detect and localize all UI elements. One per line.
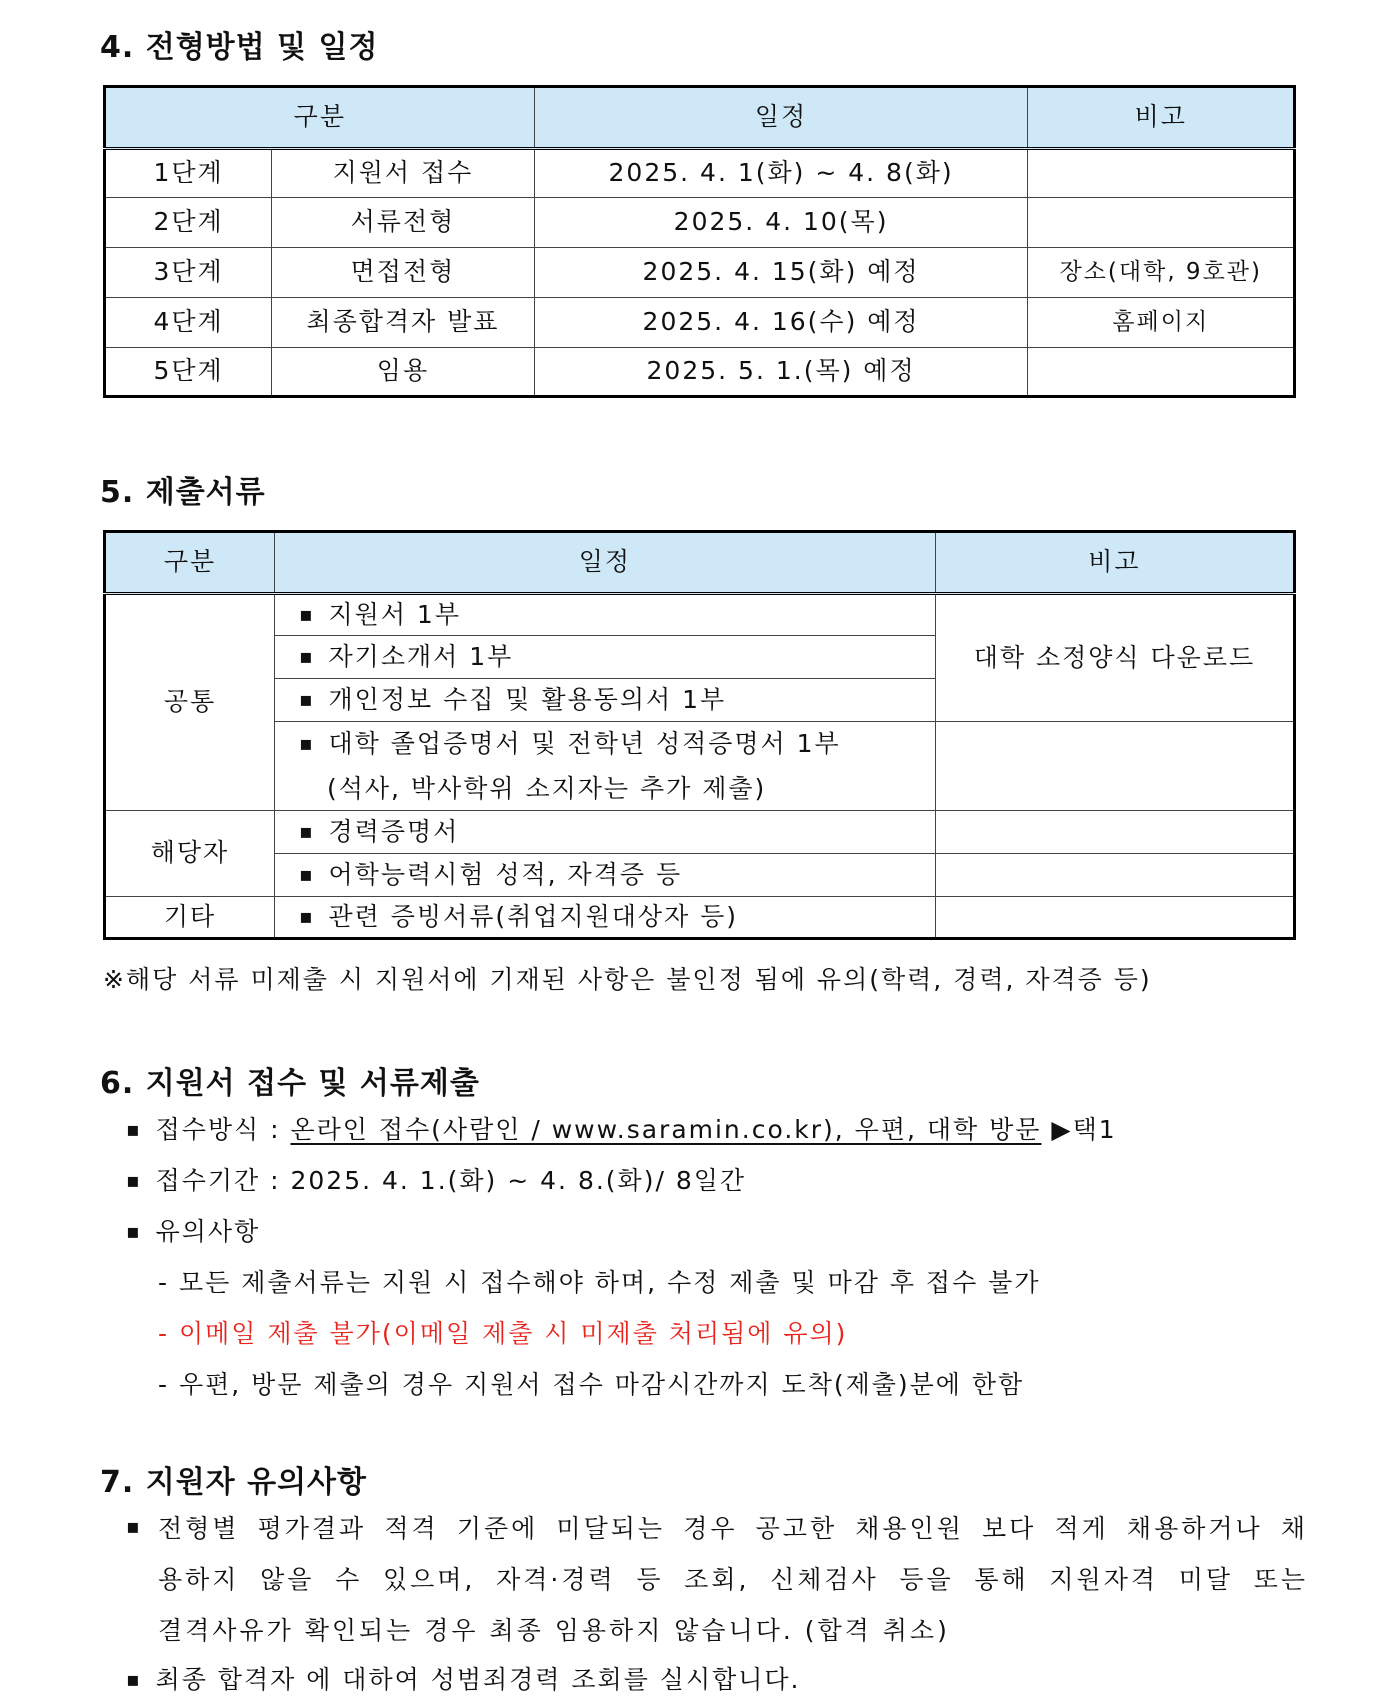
bullet-icon: ▪ [126, 1117, 142, 1141]
section5-title: 5. 제출서류 [100, 475, 266, 510]
caution-item-warning: - 이메일 제출 불가(이메일 제출 시 미제출 처리됨에 유의) [158, 1319, 848, 1348]
schedule-row [105, 198, 1295, 248]
caution-item: - 우편, 방문 제출의 경우 지원서 접수 마감시간까지 도착(제출)분에 한함 [158, 1370, 1025, 1399]
group-applicable: 해당자 [105, 811, 275, 897]
item-cell: 서류전형 [272, 198, 534, 248]
empty-note [935, 897, 1294, 939]
bullet-icon: ▪ [126, 1168, 142, 1192]
documents-header-date: 일정 [274, 532, 935, 594]
documents-header-category: 구분 [105, 532, 275, 594]
bullet-icon: ▪ [126, 1219, 142, 1243]
note-cell [1028, 149, 1295, 198]
bullet-icon: ▪ [126, 1514, 142, 1538]
method-label: 접수방식 : [155, 1115, 291, 1144]
section6-title: 6. 지원서 접수 및 서류제출 [100, 1066, 480, 1101]
doc-item: ▪ 경력증명서 [274, 811, 935, 854]
doc-item-multiline [274, 722, 935, 811]
documents-table [103, 530, 1296, 940]
method-value: 온라인 접수(사람인 / www.saramin.co.kr), 우편, 대학 방문 [290, 1115, 1042, 1144]
method-line [126, 1110, 1117, 1146]
schedule-header-category: 구분 [105, 87, 535, 149]
doc-item: ▪ 지원서 1부 [274, 594, 935, 636]
period-line [126, 1161, 746, 1197]
item-cell: 최종합격자 발표 [272, 298, 534, 348]
para1-line1: 전형별 평가결과 적격 기준에 미달되는 경우 공고한 채용인원 보다 적게 채용하거나 채 [158, 1514, 1308, 1543]
bullet-icon: ▪ [126, 1667, 142, 1691]
stage-cell: 3단계 [105, 248, 272, 298]
para1-line3: 결격사유가 확인되는 경우 최종 임용하지 않습니다. (합격 취소) [158, 1616, 950, 1645]
stage-cell: 1단계 [105, 149, 272, 198]
item-cell: 지원서 접수 [272, 149, 534, 198]
item-cell: 임용 [272, 348, 534, 397]
item-cell: 면접전형 [272, 248, 534, 298]
date-cell: 2025. 4. 15(화) 예정 [534, 248, 1028, 298]
date-cell: 2025. 4. 10(목) [534, 198, 1028, 248]
group-other: 기타 [105, 897, 275, 939]
stage-cell: 5단계 [105, 348, 272, 397]
stage-cell: 2단계 [105, 198, 272, 248]
caution-title: 유의사항 [155, 1217, 261, 1246]
date-cell: 2025. 4. 16(수) 예정 [534, 298, 1028, 348]
para1-line2: 용하지 않을 수 있으며, 자격·경력 등 조회, 신체검사 등을 통해 지원자격 미달 또는 [158, 1565, 1308, 1594]
method-suffix: ▶택1 [1041, 1115, 1117, 1144]
para2-text: 최종 합격자 에 대하여 성범죄경력 조회를 실시합니다. [155, 1665, 801, 1694]
empty-note [935, 722, 1294, 811]
section4-title: 4. 전형방법 및 일정 [100, 30, 379, 65]
documents-header-note: 비고 [935, 532, 1294, 594]
schedule-row [105, 149, 1295, 198]
schedule-row [105, 248, 1295, 298]
doc-item: ▪ 관련 증빙서류(취업지원대상자 등) [274, 897, 935, 939]
schedule-row [105, 298, 1295, 348]
schedule-header-date: 일정 [534, 87, 1028, 149]
note-cell [1028, 198, 1295, 248]
schedule-row [105, 348, 1295, 397]
doc-item: ▪ 개인정보 수집 및 활용동의서 1부 [274, 679, 935, 722]
caution-title-line [126, 1212, 260, 1248]
doc-item: ▪ 어학능력시험 성적, 자격증 등 [274, 854, 935, 897]
group-common: 공통 [105, 594, 275, 811]
stage-cell: 4단계 [105, 298, 272, 348]
caution-item: - 모든 제출서류는 지원 시 접수해야 하며, 수정 제출 및 마감 후 접수 불가 [158, 1268, 1041, 1297]
date-cell: 2025. 4. 1(화) ~ 4. 8(화) [534, 149, 1028, 198]
period-text: 접수기간 : 2025. 4. 1.(화) ~ 4. 8.(화)/ 8일간 [155, 1166, 747, 1195]
empty-note [935, 854, 1294, 897]
date-cell: 2025. 5. 1.(목) 예정 [534, 348, 1028, 397]
documents-footnote: ※해당 서류 미제출 시 지원서에 기재된 사항은 불인정 됨에 유의(학력, 경력, 자격증 등) [103, 965, 1152, 994]
common-note: 대학 소정양식 다운로드 [935, 594, 1294, 722]
para2-line [126, 1660, 801, 1696]
empty-note [935, 811, 1294, 854]
doc-item-subtext: (석사, 박사학위 소지자는 추가 제출) [326, 774, 767, 803]
schedule-header-note: 비고 [1028, 87, 1295, 149]
section7-title: 7. 지원자 유의사항 [100, 1465, 368, 1500]
doc-item-text: ▪ 대학 졸업증명서 및 전학년 성적증명서 1부 [299, 729, 841, 758]
note-cell: 장소(대학, 9호관) [1028, 248, 1295, 298]
doc-item: ▪ 자기소개서 1부 [274, 636, 935, 679]
note-cell [1028, 348, 1295, 397]
note-cell: 홈페이지 [1028, 298, 1295, 348]
schedule-table [103, 85, 1296, 398]
